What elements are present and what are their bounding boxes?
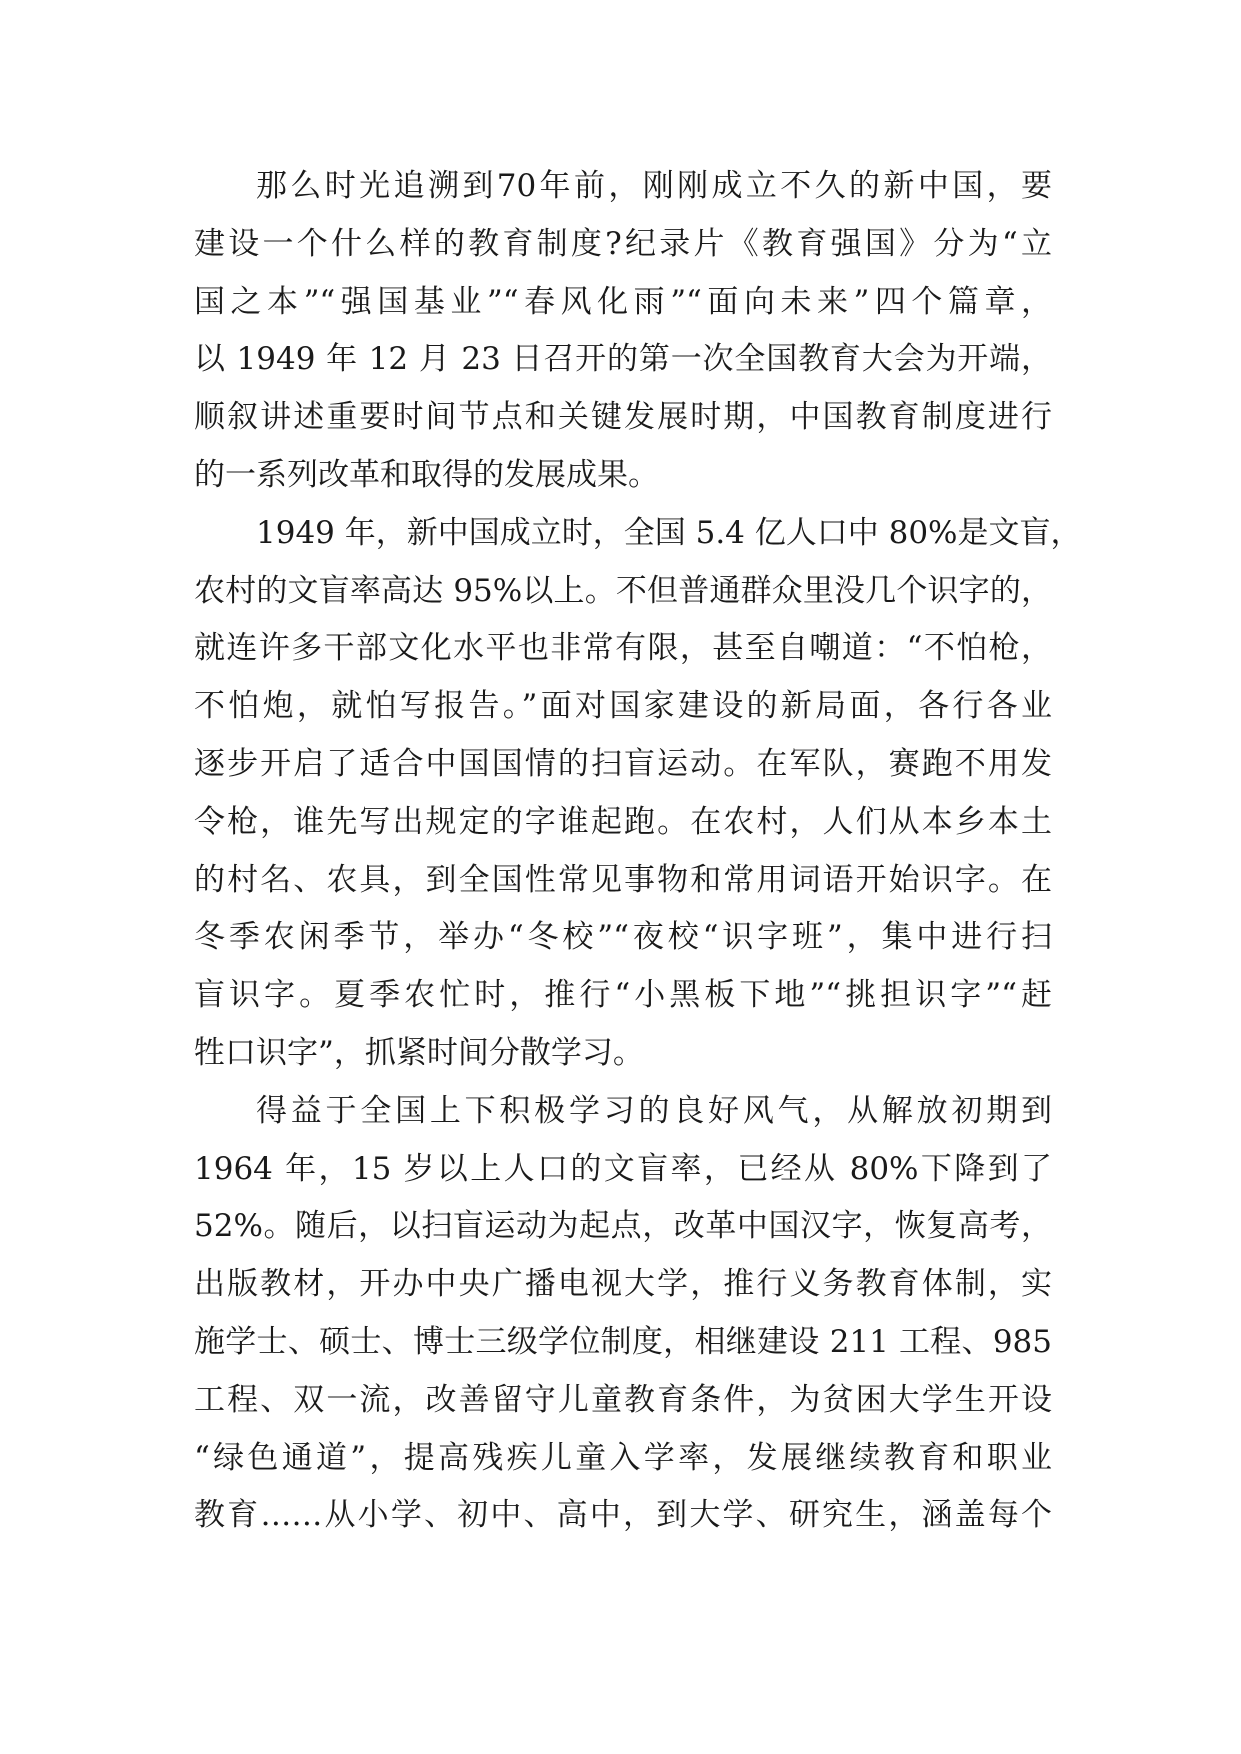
paragraph-1-line-3: 国之本”“强国基业”“春风化雨”“面向未来”四个篇章，: [194, 283, 1052, 320]
paragraph-2-line-6: 令枪，谁先写出规定的字谁起跑。在农村，人们从本乡本土: [194, 803, 1052, 840]
paragraph-2-line-10: 牲口识字”，抓紧时间分散学习。: [194, 1034, 644, 1071]
document-body: [194, 158, 1082, 1545]
paragraph-3-line-7: “绿色通道”，提高残疾儿童入学率，发展继续教育和职业: [194, 1439, 1052, 1476]
paragraph-3-line-8: 教育……从小学、初中、高中，到大学、研究生，涵盖每个: [194, 1497, 1052, 1534]
paragraph-3-line-3: 52%。随后，以扫盲运动为起点，改革中国汉字，恢复高考，: [194, 1208, 1052, 1245]
paragraph-3-line-6: 工程、双一流，改善留守儿童教育条件，为贫困大学生开设: [194, 1381, 1052, 1418]
paragraph-3-line-5: 施学士、硕士、博士三级学位制度，相继建设 211 工程、985: [194, 1323, 1052, 1360]
paragraph-1-line-4: 以 1949 年 12 月 23 日召开的第一次全国教育大会为开端，: [194, 341, 1052, 378]
paragraph-1-line-2: 建设一个什么样的教育制度?纪录片《教育强国》分为“立: [194, 225, 1052, 262]
paragraph-1-line-6: 的一系列改革和取得的发展成果。: [194, 456, 659, 493]
paragraph-2-line-5: 逐步开启了适合中国国情的扫盲运动。在军队，赛跑不用发: [194, 745, 1052, 782]
paragraph-2-line-3: 就连许多干部文化水平也非常有限，甚至自嘲道：“不怕枪，: [194, 630, 1052, 667]
paragraph-2-line-2: 农村的文盲率高达 95%以上。不但普通群众里没几个识字的，: [194, 572, 1052, 609]
paragraph-3-line-4: 出版教材，开办中央广播电视大学，推行义务教育体制，实: [194, 1266, 1052, 1303]
paragraph-2-line-1: 1949 年，新中国成立时，全国 5.4 亿人口中 80%是文盲，: [256, 514, 1082, 551]
paragraph-3-line-1: 得益于全国上下积极学习的良好风气，从解放初期到: [256, 1092, 1052, 1129]
paragraph-2-line-4: 不怕炮，就怕写报告。”面对国家建设的新局面，各行各业: [194, 688, 1052, 725]
paragraph-2-line-9: 盲识字。夏季农忙时，推行“小黑板下地”“挑担识字”“赶: [194, 977, 1052, 1014]
paragraph-2-line-7: 的村名、农具，到全国性常见事物和常用词语开始识字。在: [194, 861, 1052, 898]
paragraph-3-line-2: 1964 年，15 岁以上人口的文盲率，已经从 80%下降到了: [194, 1150, 1052, 1187]
paragraph-2-line-8: 冬季农闲季节，举办“冬校”“夜校“识字班”，集中进行扫: [194, 919, 1052, 956]
paragraph-1-line-5: 顺叙讲述重要时间节点和关键发展时期，中国教育制度进行: [194, 399, 1052, 436]
paragraph-1-line-1: 那么时光追溯到70年前，刚刚成立不久的新中国，要: [256, 168, 1052, 204]
